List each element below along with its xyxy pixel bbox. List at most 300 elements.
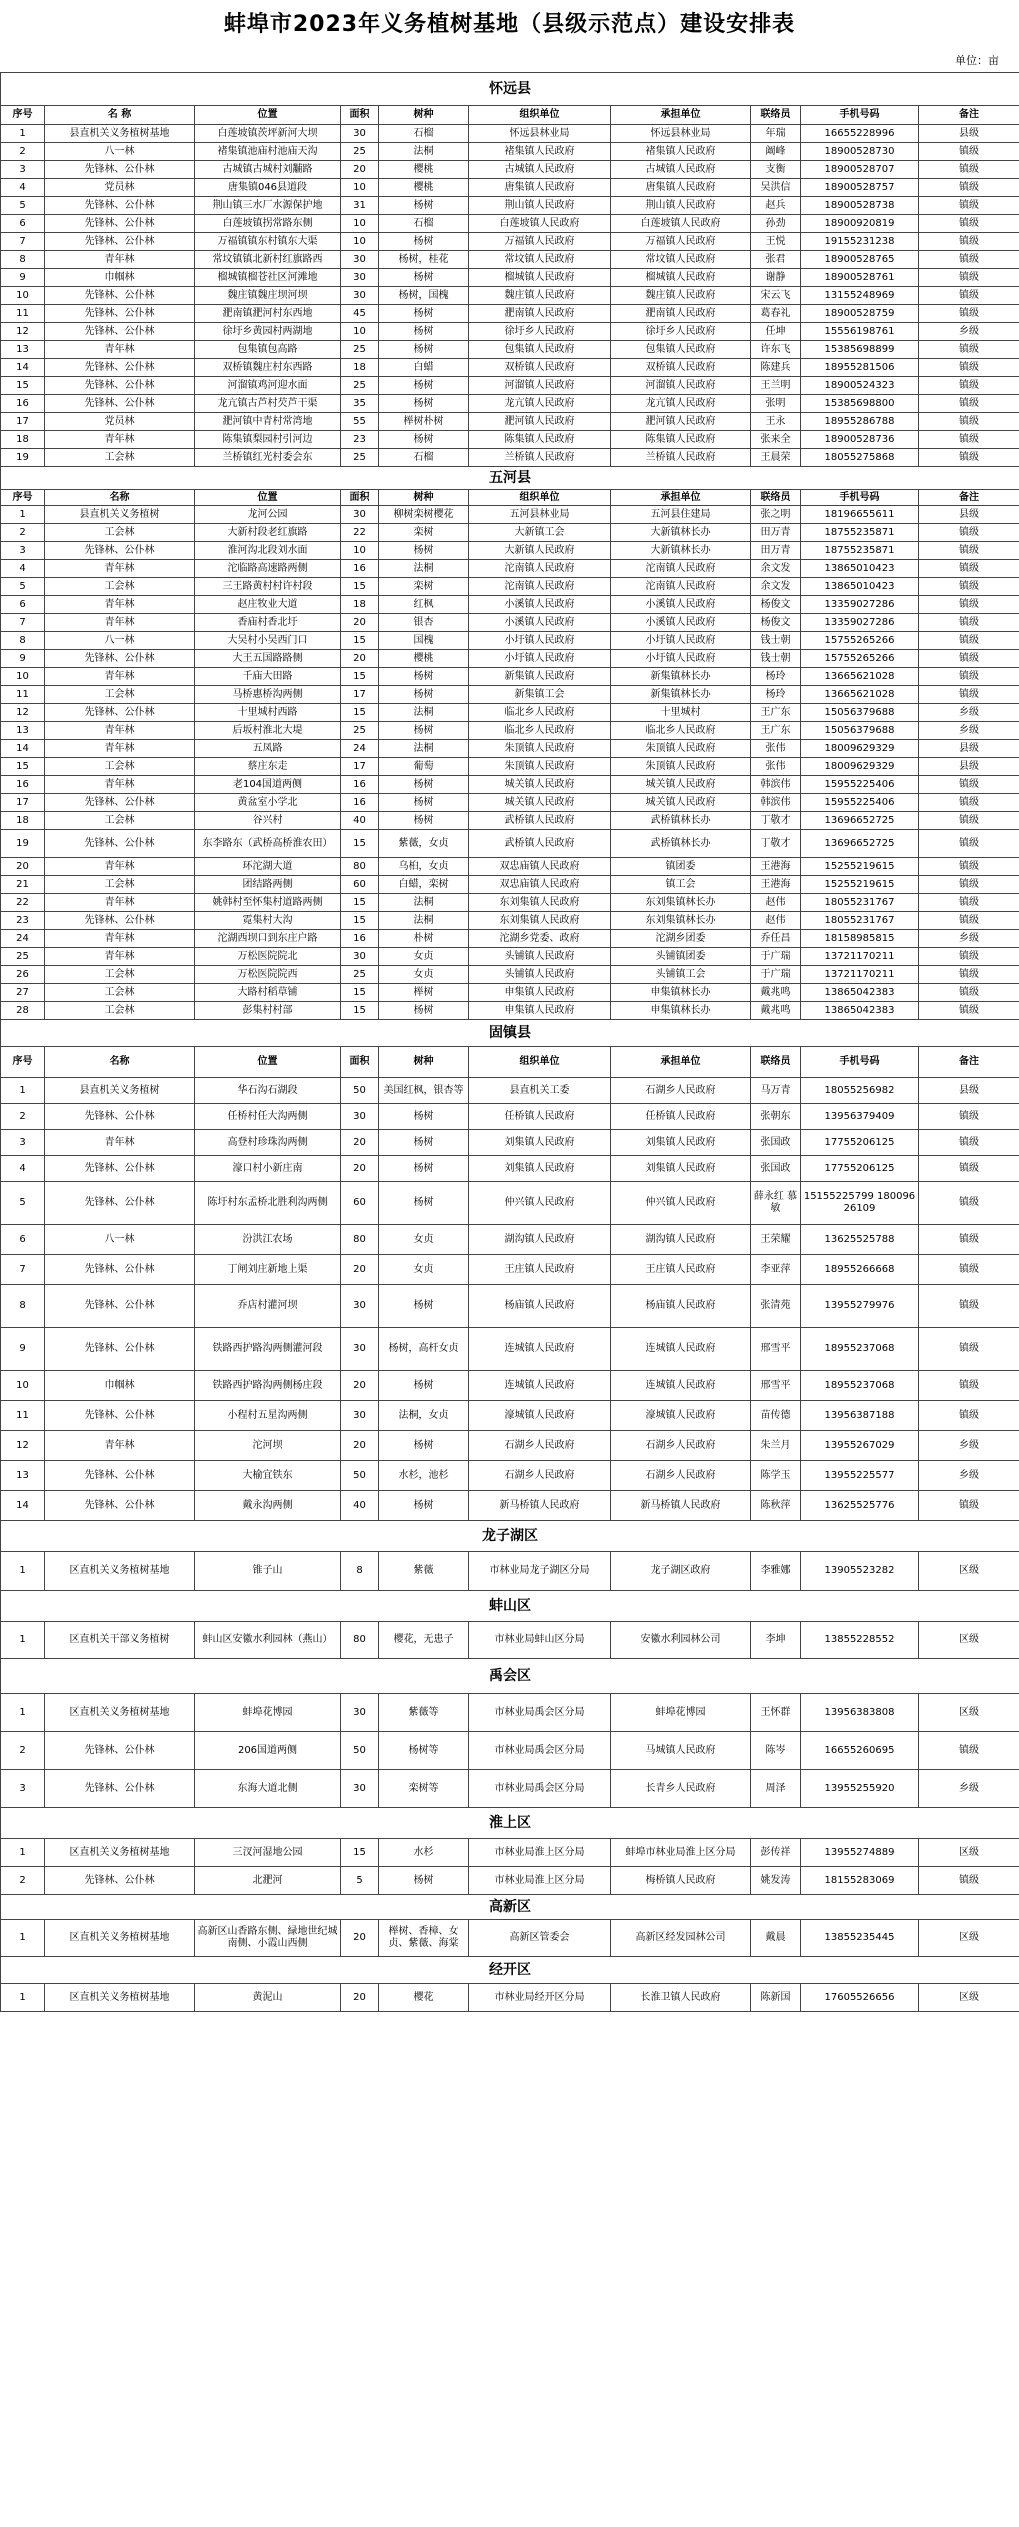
table-cell: 乡级 [919, 323, 1019, 341]
column-header-row [1, 106, 1019, 125]
table-cell: 苗传德 [751, 1401, 801, 1431]
table-cell: 13956379409 [801, 1104, 919, 1130]
table-cell: 镇级 [919, 395, 1019, 413]
table-row [1, 668, 1019, 686]
table-cell: 杨树 [379, 305, 469, 323]
table-cell: 吴洪信 [751, 179, 801, 197]
table-cell: 小溪镇人民政府 [611, 596, 751, 614]
table-cell: 大王五国路路侧 [195, 650, 341, 668]
table-cell: 区直机关义务植树基地 [45, 1984, 195, 2012]
table-cell: 27 [1, 984, 45, 1002]
table-row [1, 758, 1019, 776]
table-cell: 蚌埠市林业局淮上区分局 [611, 1839, 751, 1867]
table-cell: 乡级 [919, 704, 1019, 722]
section-title: 龙子湖区 [1, 1521, 1019, 1552]
table-cell: 25 [341, 377, 379, 395]
table-cell: 镇级 [919, 1491, 1019, 1521]
table-cell: 王庄镇人民政府 [469, 1255, 611, 1285]
table-cell: 镇级 [919, 431, 1019, 449]
table-cell: 淝南镇人民政府 [611, 305, 751, 323]
table-cell: 白莲坡镇人民政府 [611, 215, 751, 233]
table-cell: 80 [341, 1225, 379, 1255]
table-cell: 15755265266 [801, 650, 919, 668]
section-title: 禹会区 [1, 1659, 1019, 1694]
table-cell: 先锋林、公仆林 [45, 1328, 195, 1371]
table-cell: 22 [1, 894, 45, 912]
table-row [1, 1104, 1019, 1130]
table-cell: 石榴 [379, 215, 469, 233]
table-cell: 十里城村西路 [195, 704, 341, 722]
table-row [1, 305, 1019, 323]
table-cell: 张来全 [751, 431, 801, 449]
table-cell: 13359027286 [801, 596, 919, 614]
table-cell: 陈建兵 [751, 359, 801, 377]
table-row [1, 1130, 1019, 1156]
table-cell: 55 [341, 413, 379, 431]
table-cell: 霓集村大沟 [195, 912, 341, 930]
table-cell: 10 [341, 323, 379, 341]
table-cell: 杨树 [379, 1182, 469, 1225]
table-cell: 镇级 [919, 524, 1019, 542]
table-cell: 张明 [751, 395, 801, 413]
table-cell: 陈学玉 [751, 1461, 801, 1491]
table-cell: 杨树 [379, 776, 469, 794]
table-cell: 田万青 [751, 524, 801, 542]
table-cell: 小圩镇人民政府 [611, 650, 751, 668]
column-header: 名称 [45, 1047, 195, 1078]
table-cell: 武桥镇林长办 [611, 830, 751, 858]
table-cell: 2 [1, 1867, 45, 1895]
table-cell: 双桥镇人民政府 [611, 359, 751, 377]
table-cell: 淝河镇人民政府 [611, 413, 751, 431]
table-cell: 15385698800 [801, 395, 919, 413]
table-cell: 杨树，高杆女贞 [379, 1328, 469, 1371]
table-cell: 先锋林、公仆林 [45, 395, 195, 413]
table-cell: 湖沟镇人民政府 [611, 1225, 751, 1255]
table-cell: 镇级 [919, 1867, 1019, 1895]
table-row [1, 578, 1019, 596]
table-row [1, 287, 1019, 305]
table-row [1, 1431, 1019, 1461]
table-cell: 杨树 [379, 341, 469, 359]
table-row [1, 431, 1019, 449]
table-cell: 青年林 [45, 1431, 195, 1461]
table-cell: 17 [1, 794, 45, 812]
table-row [1, 1156, 1019, 1182]
table-cell: 先锋林、公仆林 [45, 215, 195, 233]
table-cell: 镇级 [919, 596, 1019, 614]
table-cell: 12 [1, 323, 45, 341]
table-row [1, 215, 1019, 233]
table-cell: 16655228996 [801, 125, 919, 143]
table-cell: 25 [341, 143, 379, 161]
table-cell: 4 [1, 560, 45, 578]
table-cell: 徐圩乡人民政府 [469, 323, 611, 341]
table-row [1, 740, 1019, 758]
table-cell: 美国红枫，银杏等 [379, 1078, 469, 1104]
table-cell: 13665621028 [801, 668, 919, 686]
table-cell: 龙亢镇人民政府 [611, 395, 751, 413]
table-cell: 大新村段老红旗路 [195, 524, 341, 542]
table-cell: 18 [341, 596, 379, 614]
column-header-row [1, 490, 1019, 506]
table-cell: 区级 [919, 1694, 1019, 1732]
table-cell: 樱花，无患子 [379, 1622, 469, 1659]
table-cell: 朱兰月 [751, 1431, 801, 1461]
table-row [1, 251, 1019, 269]
table-cell: 镇级 [919, 794, 1019, 812]
column-header: 面积 [341, 490, 379, 506]
table-row [1, 1225, 1019, 1255]
table-cell: 大新镇工会 [469, 524, 611, 542]
table-cell: 1 [1, 1920, 45, 1957]
table-cell: 先锋林、公仆林 [45, 1104, 195, 1130]
table-cell: 26 [1, 966, 45, 984]
section-heading [1, 73, 1019, 106]
table-cell: 国槐 [379, 632, 469, 650]
column-header: 承担单位 [611, 490, 751, 506]
table-cell: 榉树、香樟、女贞、紫薇、海棠 [379, 1920, 469, 1957]
table-cell: 15 [1, 377, 45, 395]
table-cell: 14 [1, 359, 45, 377]
table-cell: 王港海 [751, 858, 801, 876]
table-cell: 11 [1, 305, 45, 323]
table-cell: 三王路黄村村许村段 [195, 578, 341, 596]
table-cell: 女贞 [379, 1255, 469, 1285]
table-cell: 淝南镇人民政府 [469, 305, 611, 323]
table-cell: 双桥镇人民政府 [469, 359, 611, 377]
table-cell: 50 [341, 1461, 379, 1491]
table-row [1, 1401, 1019, 1431]
table-cell: 淝南镇淝河村东西地 [195, 305, 341, 323]
table-cell: 连城镇人民政府 [469, 1371, 611, 1401]
table-cell: 千庙大田路 [195, 668, 341, 686]
table-cell: 区直机关义务植树基地 [45, 1552, 195, 1591]
table-row [1, 1552, 1019, 1591]
table-cell: 石湖乡人民政府 [611, 1461, 751, 1491]
table-cell: 13865010423 [801, 578, 919, 596]
table-cell: 巾帼林 [45, 269, 195, 287]
table-cell: 临北乡人民政府 [469, 704, 611, 722]
table-cell: 连城镇人民政府 [611, 1328, 751, 1371]
table-cell: 连城镇人民政府 [469, 1328, 611, 1371]
table-cell: 13665621028 [801, 686, 919, 704]
table-cell: 区级 [919, 1622, 1019, 1659]
table-cell: 万松医院院北 [195, 948, 341, 966]
table-row [1, 1371, 1019, 1401]
column-header: 承担单位 [611, 1047, 751, 1078]
table-cell: 镇级 [919, 251, 1019, 269]
table-cell: 黄泥山 [195, 1984, 341, 2012]
table-cell: 18 [1, 812, 45, 830]
table-cell: 万福镇人民政府 [611, 233, 751, 251]
table-cell: 18755235871 [801, 524, 919, 542]
table-cell: 李雅娜 [751, 1552, 801, 1591]
table-cell: 沱南镇人民政府 [611, 578, 751, 596]
table-cell: 长淮卫镇人民政府 [611, 1984, 751, 2012]
table-cell: 先锋林、公仆林 [45, 830, 195, 858]
table-cell: 镇级 [919, 305, 1019, 323]
table-cell: 高新区管委会 [469, 1920, 611, 1957]
table-cell: 先锋林、公仆林 [45, 305, 195, 323]
column-header-row [1, 1047, 1019, 1078]
table-cell: 镇级 [919, 984, 1019, 1002]
table-cell: 17 [341, 758, 379, 776]
table-cell: 戴永沟两侧 [195, 1491, 341, 1521]
table-cell: 先锋林、公仆林 [45, 1182, 195, 1225]
table-cell: 陈集镇人民政府 [611, 431, 751, 449]
table-cell: 先锋林、公仆林 [45, 161, 195, 179]
table-cell: 戴兆鸣 [751, 984, 801, 1002]
table-cell: 15556198761 [801, 323, 919, 341]
table-cell: 9 [1, 650, 45, 668]
table-cell: 大新镇人民政府 [469, 542, 611, 560]
table-cell: 王永 [751, 413, 801, 431]
table-cell: 五河县林业局 [469, 506, 611, 524]
table-cell: 乡级 [919, 1770, 1019, 1808]
section-heading [1, 1808, 1019, 1839]
table-row [1, 830, 1019, 858]
table-cell: 镇级 [919, 215, 1019, 233]
table-cell: 镇级 [919, 830, 1019, 858]
table-cell: 18900528738 [801, 197, 919, 215]
table-cell: 王庄镇人民政府 [611, 1255, 751, 1285]
table-cell: 韩滨伟 [751, 794, 801, 812]
table-cell: 仲兴镇人民政府 [469, 1182, 611, 1225]
table-cell: 5 [1, 1182, 45, 1225]
table-cell: 王晨荣 [751, 449, 801, 467]
table-cell: 朱顶镇人民政府 [611, 758, 751, 776]
table-cell: 杨树 [379, 794, 469, 812]
table-cell: 镇级 [919, 377, 1019, 395]
table-cell: 包集镇包高路 [195, 341, 341, 359]
table-row [1, 650, 1019, 668]
table-cell: 18009629329 [801, 740, 919, 758]
table-cell: 钱士朝 [751, 632, 801, 650]
table-cell: 13855228552 [801, 1622, 919, 1659]
table-cell: 18158985815 [801, 930, 919, 948]
table-cell: 16655260695 [801, 1732, 919, 1770]
table-cell: 赵伟 [751, 912, 801, 930]
table-row [1, 704, 1019, 722]
table-cell: 先锋林、公仆林 [45, 1255, 195, 1285]
table-cell: 青年林 [45, 776, 195, 794]
table-cell: 临北乡人民政府 [611, 722, 751, 740]
table-cell: 老104国道两侧 [195, 776, 341, 794]
table-cell: 魏庄镇人民政府 [611, 287, 751, 305]
table-cell: 15 [341, 1002, 379, 1020]
table-cell: 白蜡 [379, 359, 469, 377]
table-cell: 市林业局蚌山区分局 [469, 1622, 611, 1659]
table-cell: 张伟 [751, 758, 801, 776]
unit-label: 单位：亩 [955, 54, 999, 67]
table-cell: 5 [1, 197, 45, 215]
table-cell: 15755265266 [801, 632, 919, 650]
table-cell: 申集镇林长办 [611, 1002, 751, 1020]
table-cell: 法桐 [379, 704, 469, 722]
table-cell: 13855235445 [801, 1920, 919, 1957]
table-cell: 五河县住建局 [611, 506, 751, 524]
table-cell: 18900528757 [801, 179, 919, 197]
table-cell: 10 [1, 668, 45, 686]
table-cell: 10 [1, 287, 45, 305]
table-cell: 30 [341, 1694, 379, 1732]
table-cell: 先锋林、公仆林 [45, 1461, 195, 1491]
table-cell: 白莲坡镇人民政府 [469, 215, 611, 233]
table-cell: 12 [1, 704, 45, 722]
table-cell: 大榆宜铁东 [195, 1461, 341, 1491]
table-cell: 王兰明 [751, 377, 801, 395]
section-title: 五河县 [1, 467, 1019, 490]
table-cell: 县直机关义务植树 [45, 506, 195, 524]
table-cell: 206国道两侧 [195, 1732, 341, 1770]
table-cell: 13721170211 [801, 948, 919, 966]
table-row [1, 524, 1019, 542]
table-cell: 18900528707 [801, 161, 919, 179]
table-cell: 陈秋萍 [751, 1491, 801, 1521]
table-cell: 戴兆鸣 [751, 1002, 801, 1020]
table-cell: 彭集村村部 [195, 1002, 341, 1020]
table-cell: 双忠庙镇人民政府 [469, 876, 611, 894]
column-header: 树种 [379, 106, 469, 125]
table-cell: 15385698899 [801, 341, 919, 359]
table-cell: 区直机关干部义务植树 [45, 1622, 195, 1659]
table-cell: 18900528759 [801, 305, 919, 323]
table-cell: 张之明 [751, 506, 801, 524]
table-cell: 先锋林、公仆林 [45, 233, 195, 251]
column-header: 树种 [379, 1047, 469, 1078]
table-cell: 杨树 [379, 722, 469, 740]
table-cell: 白莲坡镇拐常路东侧 [195, 215, 341, 233]
table-cell: 蚌埠花博园 [611, 1694, 751, 1732]
table-cell: 先锋林、公仆林 [45, 377, 195, 395]
table-cell: 大路村稻草铺 [195, 984, 341, 1002]
column-header: 组织单位 [469, 490, 611, 506]
table-cell: 梅桥镇人民政府 [611, 1867, 751, 1895]
table-cell: 13865010423 [801, 560, 919, 578]
table-cell: 18900528736 [801, 431, 919, 449]
table-cell: 青年林 [45, 668, 195, 686]
table-cell: 先锋林、公仆林 [45, 359, 195, 377]
table-cell: 10 [1, 1371, 45, 1401]
table-cell: 龙亢镇古芦村芡芦干渠 [195, 395, 341, 413]
table-cell: 荆山镇人民政府 [469, 197, 611, 215]
table-cell: 18196655611 [801, 506, 919, 524]
table-cell: 张伟 [751, 740, 801, 758]
table-cell: 八一林 [45, 1225, 195, 1255]
table-cell: 镇级 [919, 1255, 1019, 1285]
section-heading [1, 1020, 1019, 1047]
table-cell: 乌桕，女贞 [379, 858, 469, 876]
table-cell: 东李路东（武桥高桥淮农田） [195, 830, 341, 858]
table-cell: 临北乡人民政府 [469, 722, 611, 740]
table-cell: 头铺镇人民政府 [469, 966, 611, 984]
table-cell: 常坟镇人民政府 [469, 251, 611, 269]
table-row [1, 161, 1019, 179]
table-cell: 13155248969 [801, 287, 919, 305]
table-cell: 黄盆室小学北 [195, 794, 341, 812]
table-row [1, 359, 1019, 377]
table-cell: 魏庄镇魏庄坝河坝 [195, 287, 341, 305]
table-cell: 樱桃 [379, 650, 469, 668]
table-cell: 沱湖乡团委 [611, 930, 751, 948]
table-cell: 红枫 [379, 596, 469, 614]
table-cell: 9 [1, 269, 45, 287]
table-cell: 年瑞 [751, 125, 801, 143]
table-cell: 杨树 [379, 431, 469, 449]
table-cell: 6 [1, 215, 45, 233]
table-cell: 县直机关工委 [469, 1078, 611, 1104]
table-cell: 镇级 [919, 812, 1019, 830]
table-cell: 石榴 [379, 125, 469, 143]
table-cell: 杨树 [379, 1491, 469, 1521]
table-row [1, 722, 1019, 740]
table-cell: 6 [1, 596, 45, 614]
column-header: 位置 [195, 490, 341, 506]
table-cell: 连城镇人民政府 [611, 1371, 751, 1401]
table-cell: 先锋林、公仆林 [45, 704, 195, 722]
table-row [1, 596, 1019, 614]
table-cell: 20 [341, 614, 379, 632]
table-cell: 25 [341, 966, 379, 984]
table-cell: 工会林 [45, 812, 195, 830]
table-cell: 20 [341, 1255, 379, 1285]
table-cell: 镇级 [919, 1285, 1019, 1328]
table-cell: 先锋林、公仆林 [45, 287, 195, 305]
table-row [1, 1461, 1019, 1491]
table-cell: 邢雪平 [751, 1328, 801, 1371]
table-cell: 30 [341, 269, 379, 287]
table-cell: 30 [341, 251, 379, 269]
table-cell: 3 [1, 1130, 45, 1156]
table-row [1, 1920, 1019, 1957]
table-cell: 樱桃 [379, 161, 469, 179]
table-cell: 小溪镇人民政府 [469, 614, 611, 632]
table-cell: 铁路西护路沟两侧灌河段 [195, 1328, 341, 1371]
table-cell: 青年林 [45, 1130, 195, 1156]
table-cell: 樱桃 [379, 179, 469, 197]
table-cell: 龙子湖区政府 [611, 1552, 751, 1591]
table-cell: 李坤 [751, 1622, 801, 1659]
table-cell: 张清苑 [751, 1285, 801, 1328]
table-cell: 马城镇人民政府 [611, 1732, 751, 1770]
column-header: 手机号码 [801, 106, 919, 125]
table-cell: 13956387188 [801, 1401, 919, 1431]
table-cell: 刘集镇人民政府 [469, 1130, 611, 1156]
table-cell: 镇级 [919, 341, 1019, 359]
table-cell: 县级 [919, 740, 1019, 758]
table-cell: 蚌埠花博园 [195, 1694, 341, 1732]
section-title: 高新区 [1, 1895, 1019, 1920]
table-row [1, 1002, 1019, 1020]
table-cell: 30 [341, 1401, 379, 1431]
table-cell: 16 [341, 560, 379, 578]
table-cell: 葛春礼 [751, 305, 801, 323]
table-cell: 杨树 [379, 1867, 469, 1895]
table-cell: 杨树 [379, 1431, 469, 1461]
table-cell: 15255219615 [801, 876, 919, 894]
table-cell: 13955255920 [801, 1770, 919, 1808]
table-cell: 18755235871 [801, 542, 919, 560]
table-cell: 青年林 [45, 722, 195, 740]
table-cell: 镇级 [919, 560, 1019, 578]
table-cell: 镇级 [919, 269, 1019, 287]
table-cell: 张朝东 [751, 1104, 801, 1130]
column-header: 手机号码 [801, 490, 919, 506]
table-cell: 20 [341, 1431, 379, 1461]
table-cell: 杨树 [379, 542, 469, 560]
table-cell: 区直机关义务植树基地 [45, 1839, 195, 1867]
